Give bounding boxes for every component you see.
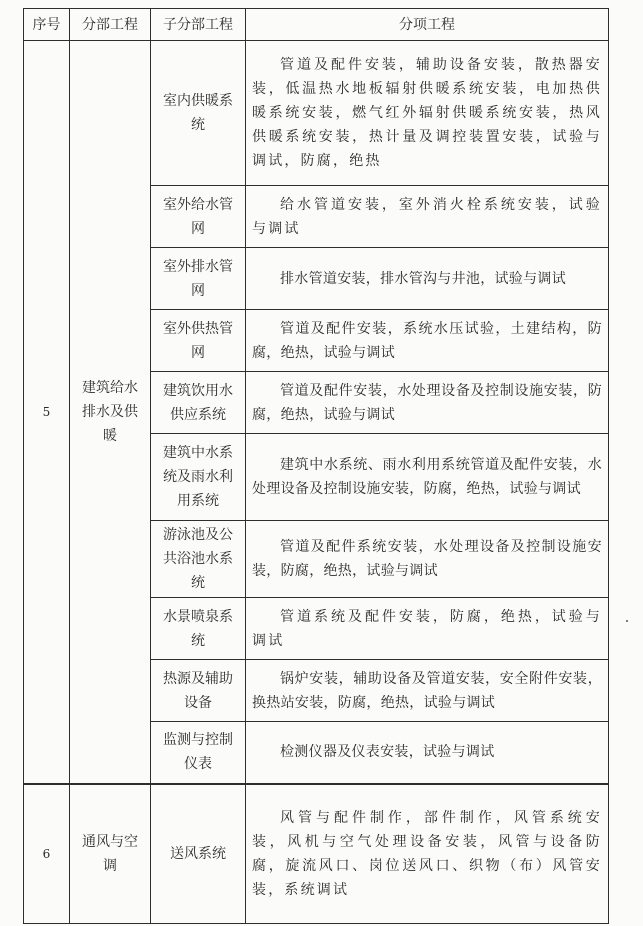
table-row: [24, 784, 609, 924]
items-cell: 管道及配件安装，系统水压试验，土建结构，防腐，绝热，试验与调试: [246, 310, 609, 372]
items-cell: 管道及配件安装，水处理设备及控制设施安装，防腐，绝热，试验与调试: [246, 372, 609, 434]
header-seq: 序号: [24, 9, 70, 41]
division-cell: 通风与空调: [70, 784, 151, 924]
subdivision-cell: 热源及辅助设备: [151, 660, 246, 722]
items-cell: 管道系统及配件安装，防腐，绝热，试验与调试: [246, 598, 609, 660]
subdivision-cell: 室外给水管网: [151, 186, 246, 248]
items-cell: 管道及配件系统安装，水处理设备及控制设施安装，防腐，绝热，试验与调试: [246, 521, 609, 598]
seq-cell: 6: [24, 784, 70, 924]
subdivision-cell: 送风系统: [151, 784, 246, 924]
subdivision-cell: 室外供热管网: [151, 310, 246, 372]
subdivision-cell: 游泳池及公共浴池水系统: [151, 521, 246, 598]
items-cell: 检测仪器及仪表安装，试验与调试: [246, 722, 609, 784]
scan-speck: [626, 620, 628, 622]
subdivision-cell: 室内供暖系统: [151, 41, 246, 186]
header-subdivision: 子分部工程: [151, 9, 246, 41]
subdivision-cell: 水景喷泉系统: [151, 598, 246, 660]
subdivision-cell: 监测与控制仪表: [151, 722, 246, 784]
subdivision-cell: 建筑饮用水供应系统: [151, 372, 246, 434]
items-cell: 排水管道安装，排水管沟与井池，试验与调试: [246, 248, 609, 310]
header-items: 分项工程: [246, 9, 609, 41]
items-cell: 给水管道安装，室外消火栓系统安装，试验与调试: [246, 186, 609, 248]
seq-cell: 5: [24, 41, 70, 784]
table-row: [24, 41, 609, 186]
subdivision-cell: 建筑中水系统及雨水利用系统: [151, 434, 246, 521]
items-cell: 建筑中水系统、雨水利用系统管道及配件安装，水处理设备及控制设施安装，防腐，绝热，试验与调试: [246, 434, 609, 521]
table-header-row: [24, 9, 609, 41]
subdivision-cell: 室外排水管网: [151, 248, 246, 310]
engineering-division-table: [23, 8, 609, 924]
items-cell: 管道及配件安装，辅助设备安装，散热器安装，低温热水地板辐射供暖系统安装，电加热供暖系统安装，燃气红外辐射供暖系统安装，热风供暖系统安装，热计量及调控装置安装，试验与调试，防腐，绝热: [246, 41, 609, 186]
division-cell: 建筑给水排水及供暖: [70, 41, 151, 784]
header-division: 分部工程: [70, 9, 151, 41]
items-cell: 锅炉安装，辅助设备及管道安装，安全附件安装，换热站安装，防腐，绝热，试验与调试: [246, 660, 609, 722]
items-cell: 风管与配件制作，部件制作，风管系统安装，风机与空气处理设备安装，风管与设备防腐，旋流风口、岗位送风口、织物（布）风管安装，系统调试: [246, 784, 609, 924]
